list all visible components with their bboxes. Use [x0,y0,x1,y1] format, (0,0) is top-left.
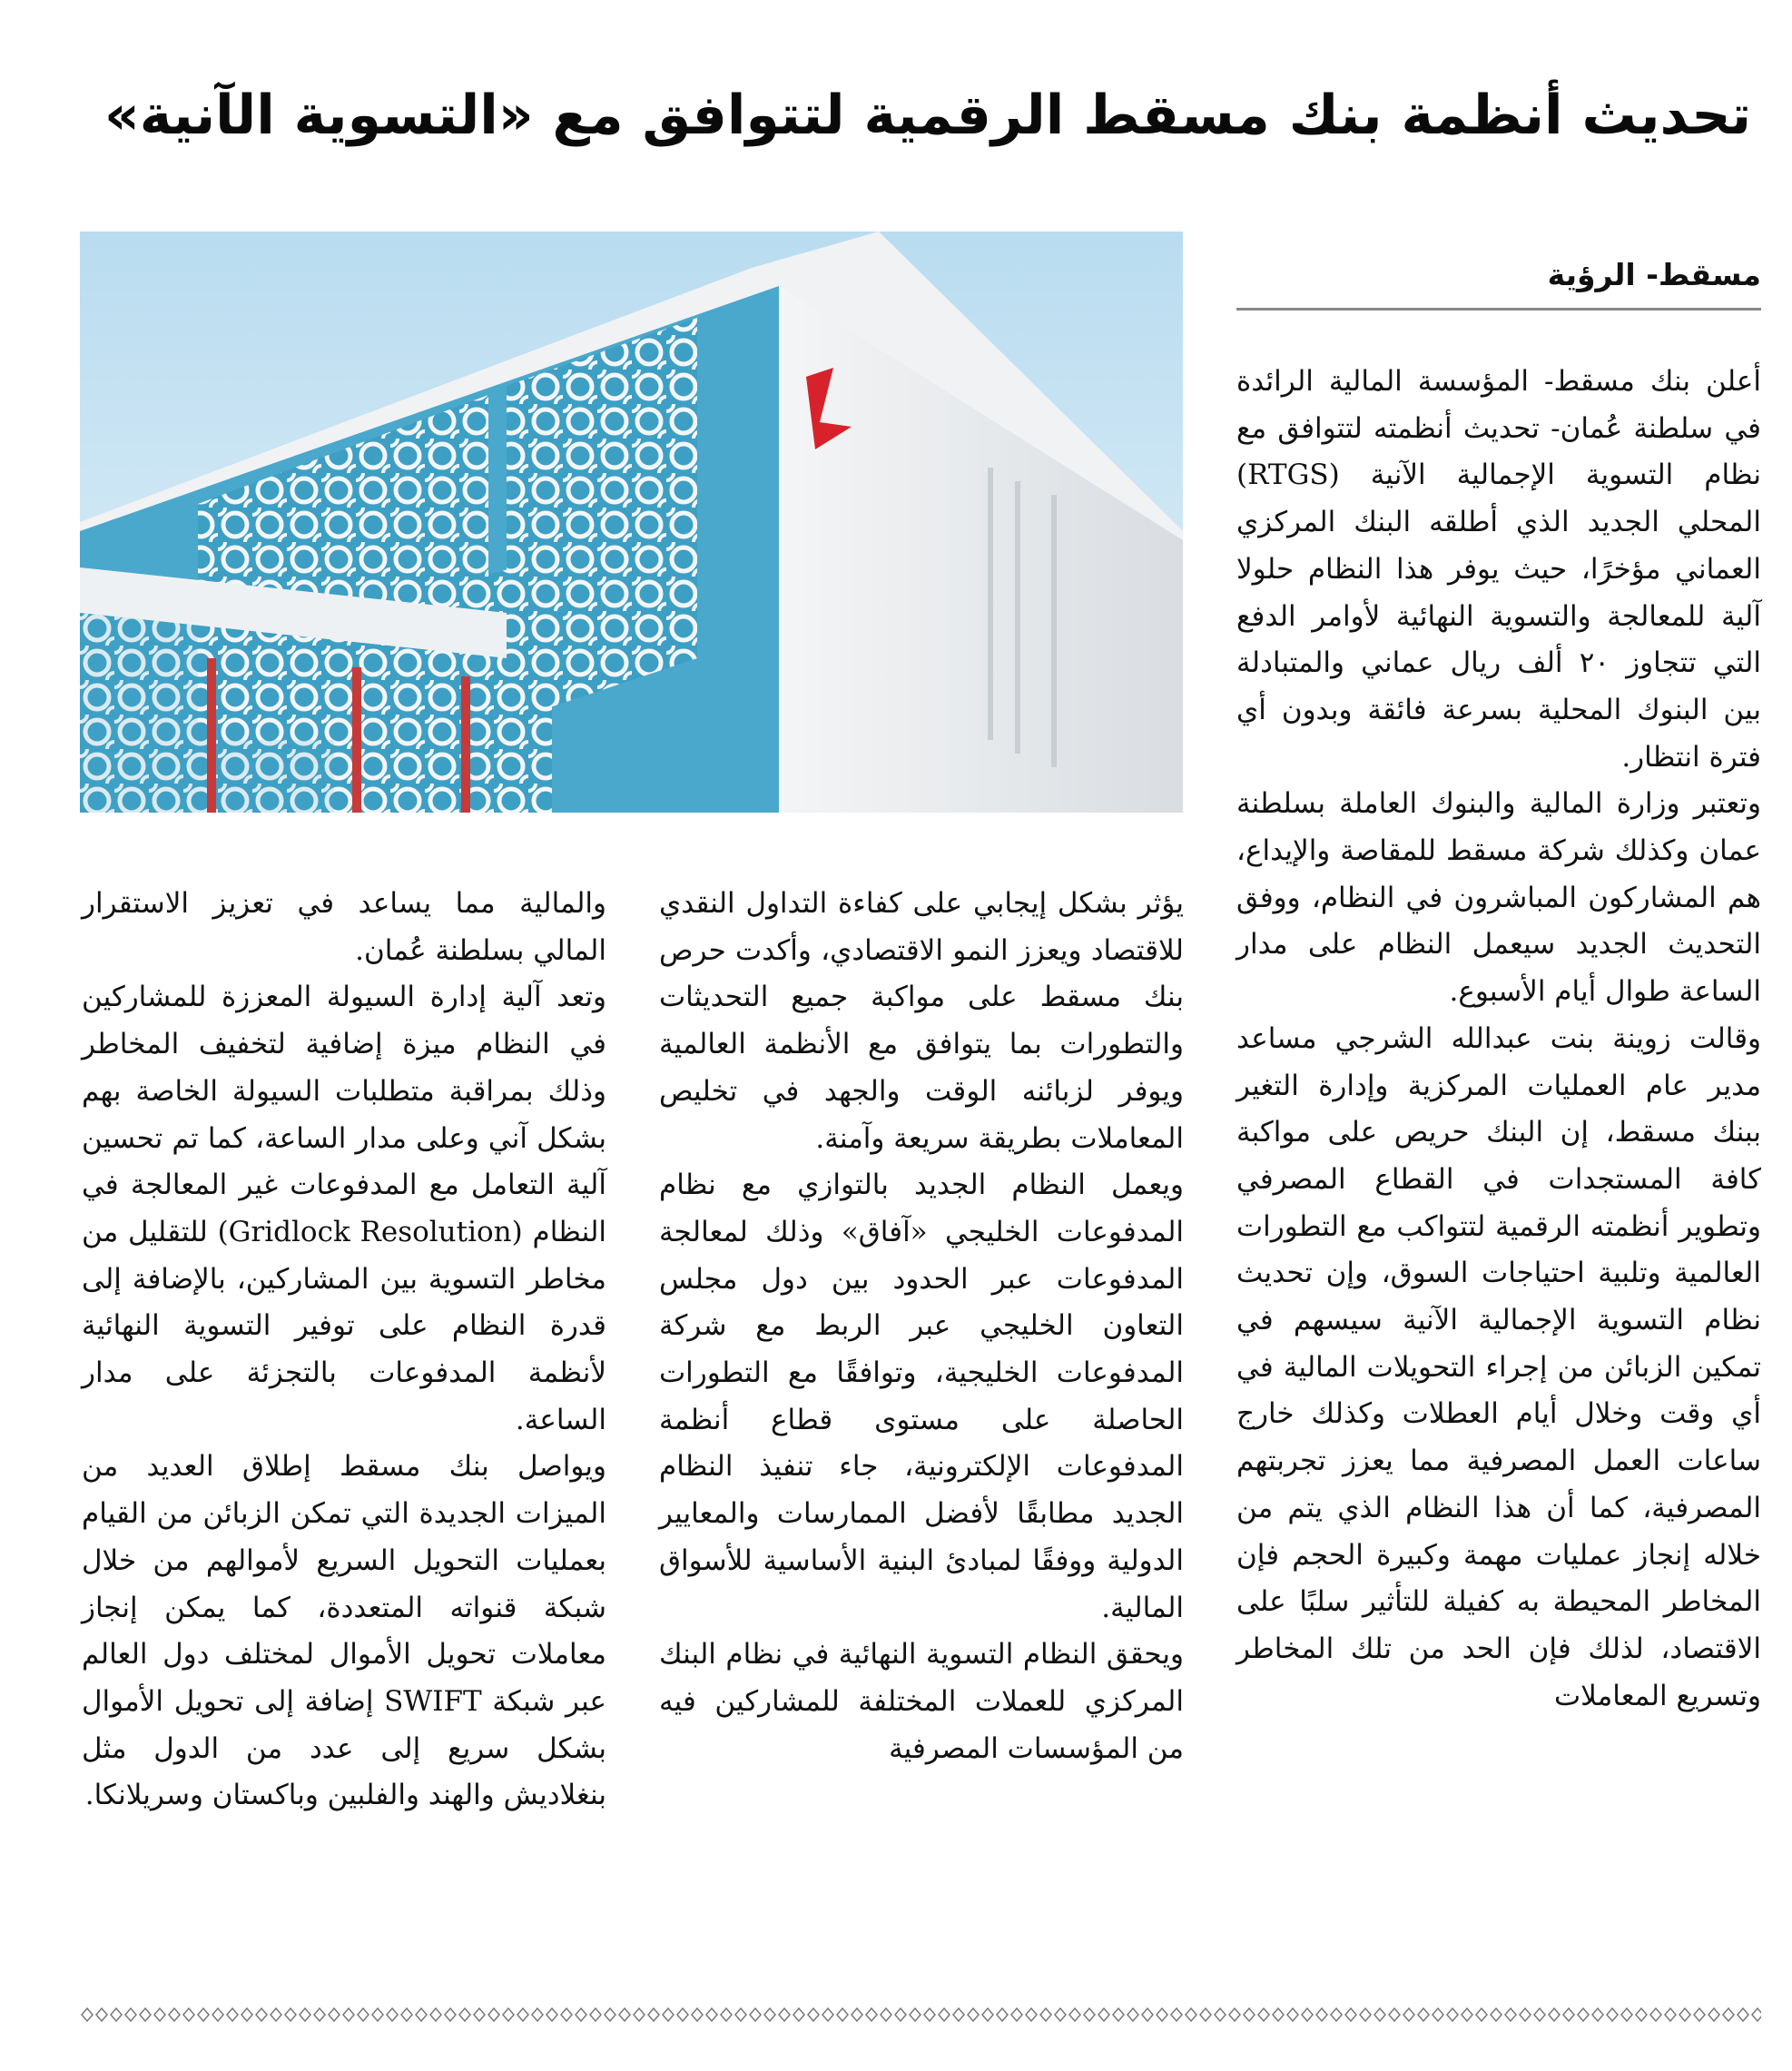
paragraph: يؤثر بشكل إيجابي على كفاءة التداول النقدي للاقتصاد ويعزز النمو الاقتصادي، وأكدت حرص بنك مسقط على مواكبة جميع التحديثات والتطورات بما يتوافق مع الأنظمة العالمية ويوفر لزبائنه الوقت والجهد في تخليص المعاملات بطريقة سريعة وآمنة. [659,887,1184,1155]
article-column-middle [659,881,1184,1997]
decorative-footer-rule [80,2007,1761,2023]
paragraph: ويواصل بنك مسقط إطلاق العديد من الميزات الجديدة التي تمكن الزبائن من القيام بعمليات التحويل السريع لأموالهم من خلال شبكة قنواته المتعددة، كما يمكن إنجاز معاملات تحويل الأموال لمختلف دول العالم عبر شبكة SWIFT إضافة إلى تحويل الأموال بشكل سريع إلى عدد من الدول مثل بنغلاديش والهند والفلبين وباكستان وسريلانكا. [82,1450,606,1812]
paragraph: ويحقق النظام التسوية النهائية في نظام البنك المركزي للعملات المختلفة للمشاركين فيه من المؤسسات المصرفية [659,1638,1184,1765]
paragraph: ويعمل النظام الجديد بالتوازي مع نظام المدفوعات الخليجي «آفاق» وذلك لمعالجة المدفوعات عبر الحدود بين دول مجلس التعاون الخليجي عبر الربط مع شركة المدفوعات الخليجية، وتوافقًا مع التطورات الحاصلة على مستوى قطاع أنظمة المدفوعات الإلكترونية، جاء تنفيذ النظام الجديد مطابقًا لأفضل الممارسات والمعايير الدولية ووفقًا لمبادئ البنية الأساسية للأسواق المالية. [659,1169,1184,1624]
dateline: مسقط- الرؤية [1547,257,1761,292]
article-column-right [1236,359,1761,1993]
paragraph: وتعد آلية إدارة السيولة المعززة للمشاركين في النظام ميزة إضافية لتخفيف المخاطر وذلك بمراقبة متطلبات السيولة الخاصة بهم بشكل آني وعلى مدار الساعة، كما تم تحسين آلية التعامل مع المدفوعات غير المعالجة في النظام (Gridlock Resolution) للتقليل من مخاطر التسوية بين المشاركين، بالإضافة إلى قدرة النظام على توفير التسوية النهائية لأنظمة المدفوعات بالتجزئة على مدار الساعة. [82,981,606,1436]
paragraph: وتعتبر وزارة المالية والبنوك العاملة بسلطنة عمان وكذلك شركة مسقط للمقاصة والإيداع، هم المشاركون المباشرون في النظام، ووفق التحديث الجديد سيعمل النظام على مدار الساعة طوال أيام الأسبوع. [1236,787,1761,1009]
dateline-divider [1236,308,1761,311]
headline: تحديث أنظمة بنك مسقط الرقمية لتتوافق مع «التسوية الآنية» [103,84,1751,147]
paragraph: وقالت زوينة بنت عبدالله الشرجي مساعد مدير عام العمليات المركزية وإدارة التغير ببنك مسقط، إن البنك حريص على مواكبة كافة المستجدات في القطاع المصرفي وتطوير أنظمته الرقمية لتتواكب مع التطورات العالمية وتلبية احتياجات السوق، وإن تحديث نظام التسوية الإجمالية الآنية سيسهم في تمكين الزبائن من إجراء التحويلات المالية في أي وقت وخلال أيام العطلات وكذلك خارج ساعات العمل المصرفية مما يعزز تجربتهم المصرفية، كما أن هذا النظام الذي يتم من خلاله إنجاز عمليات مهمة وكبيرة الحجم فإن المخاطر المحيطة به كفيلة للتأثير سلبًا على الاقتصاد، لذلك فإن الحد من تلك المخاطر وتسريع المعاملات [1236,1021,1761,1712]
bank-building-photo-icon [80,232,1183,813]
article-column-left [82,881,606,1997]
article-photo [80,232,1183,813]
paragraph: أعلن بنك مسقط- المؤسسة المالية الرائدة في سلطنة عُمان- تحديث أنظمته لتتوافق مع نظام التسوية الإجمالية الآنية (RTGS) المحلي الجديد الذي أطلقه البنك المركزي العماني مؤخرًا، حيث يوفر هذا النظام حلولا آلية للمعالجة والتسوية النهائية لأوامر الدفع التي تتجاوز ٢٠ ألف ريال عماني والمتبادلة بين البنوك المحلية بسرعة فائقة وبدون أي فترة انتظار. [1236,365,1762,774]
paragraph: والمالية مما يساعد في تعزيز الاستقرار المالي بسلطنة عُمان. [82,887,606,967]
